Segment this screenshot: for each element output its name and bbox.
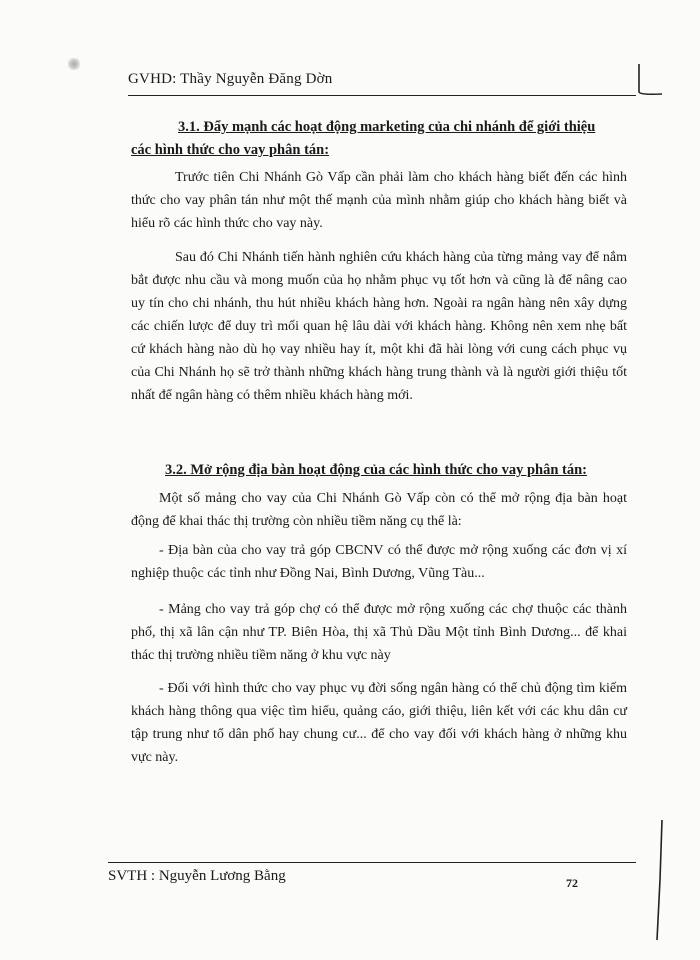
section-3-2-bullet-2: - Mảng cho vay trả góp chợ có thể được mở rộng xuống các chợ thuộc các thành phố, thị xã lân cận như TP. Biên Hòa, thị xã Thủ Dầu Một tỉnh Bình Dương... để khai thác thị trường nhiều tiềm năng ở khu vực này: [131, 602, 627, 663]
advisor-header: GVHD: Thầy Nguyễn Đăng Dờn: [128, 71, 333, 87]
page-number: 72: [566, 876, 578, 890]
section-3-2-bullet-3: - Đối với hình thức cho vay phục vụ đời sống ngân hàng có thể chủ động tìm kiếm khách hàng thông qua việc tìm hiểu, quảng cáo, giới thiệu, liên kết với các khu dân cư tập trung như tổ dân phố hay chung cư... để cho vay đối với khách hàng ở những khu vực này.: [131, 681, 627, 765]
section-3-1-heading-continued: các hình thức cho vay phân tán:: [131, 142, 330, 158]
section-3-2-bullet-1: - Địa bàn của cho vay trả góp CBCNV có thể được mở rộng xuống các đơn vị xí nghiệp thuộc các tỉnh như Đồng Nai, Bình Dương, Vũng Tàu...: [131, 543, 627, 581]
scan-edge-line: [654, 820, 664, 940]
corner-bracket-mark: [636, 62, 664, 96]
header-rule: [128, 95, 636, 96]
section-3-1-paragraph-2: Sau đó Chi Nhánh tiến hành nghiên cứu khách hàng của từng mảng vay để nắm bắt được nhu cầu và mong muốn của họ nhằm phục vụ tốt hơn và cũng là để nâng cao uy tín cho chi nhánh, thu hút nhiều khách hàng hơn. Ngoài ra ngân hàng nên xây dựng các chiến lược để duy trì mối quan hệ lâu dài với khách hàng. Không nên xem nhẹ bất cứ khách hàng nào dù họ vay nhiều hay ít, một khi đã hài lòng với cung cách phục vụ của Chi Nhánh họ sẽ trở thành những khách hàng trung thành và là người giới thiệu tốt nhất để ngân hàng có thêm nhiều khách hàng mới.: [131, 250, 627, 403]
section-3-1-heading: 3.1. Đẩy mạnh các hoạt động marketing của chi nhánh để giới thiệu: [178, 119, 596, 135]
student-footer: SVTH : Nguyễn Lương Bằng: [108, 868, 286, 884]
section-3-2-heading: 3.2. Mở rộng địa bàn hoạt động của các hình thức cho vay phân tán:: [165, 462, 587, 478]
footer-rule: [108, 862, 636, 863]
scan-smudge: [66, 58, 82, 70]
section-3-2-intro: Một số mảng cho vay của Chi Nhánh Gò Vấp còn có thể mở rộng địa bàn hoạt động để khai thác thị trường còn nhiều tiềm năng cụ thể là:: [131, 491, 627, 529]
section-3-1-paragraph-1: Trước tiên Chi Nhánh Gò Vấp cần phải làm cho khách hàng biết đến các hình thức cho vay phân tán như một thế mạnh của mình nhằm giúp cho khách hàng biết và hiểu rõ các hình thức cho vay này.: [131, 170, 627, 231]
